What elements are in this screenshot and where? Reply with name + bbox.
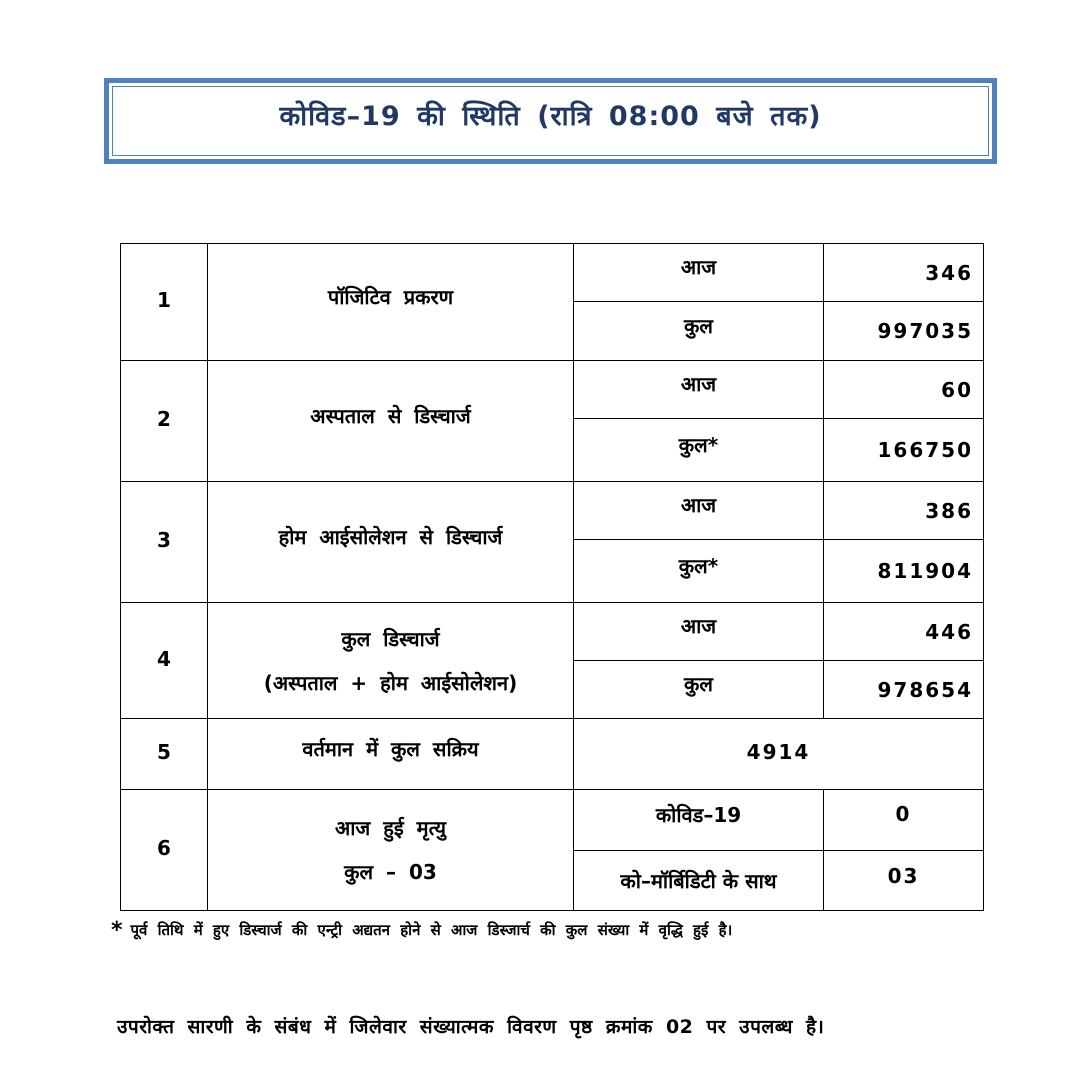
asterisk: *	[111, 918, 123, 943]
table-row	[121, 719, 984, 790]
total-value: 811904	[824, 540, 984, 603]
row-label: अस्पताल से डिस्चार्ज	[208, 361, 574, 482]
serial-number: 4	[121, 603, 208, 719]
footer-note: उपरोक्त सारणी के संबंध में जिलेवार संख्यात्मक विवरण पृष्ठ क्रमांक 02 पर उपलब्ध है।	[117, 1016, 825, 1038]
row-label-line2: कुल – 03	[344, 860, 437, 884]
total-label: कुल*	[574, 540, 824, 603]
row-label: वर्तमान में कुल सक्रिय	[208, 719, 574, 790]
total-value: 978654	[824, 661, 984, 719]
covid-status-table	[120, 243, 984, 911]
total-label: कुल	[574, 302, 824, 361]
row-label: होम आईसोलेशन से डिस्चार्ज	[208, 482, 574, 603]
serial-number: 3	[121, 482, 208, 603]
comorbidity-death-value: 03	[824, 851, 984, 911]
today-value: 60	[824, 361, 984, 419]
row-label-line1: कुल डिस्चार्ज	[341, 626, 440, 651]
table-row	[121, 482, 984, 540]
today-label: आज	[574, 361, 824, 419]
total-value: 166750	[824, 419, 984, 482]
row-label-line2: (अस्पताल + होम आईसोलेशन)	[263, 670, 518, 695]
active-cases-value: 4914	[574, 719, 984, 790]
table-row	[121, 361, 984, 419]
page-title: कोविड–19 की स्थिति (रात्रि 08:00 बजे तक)	[279, 100, 822, 132]
today-label: आज	[574, 244, 824, 302]
today-value: 446	[824, 603, 984, 661]
table-row	[121, 244, 984, 302]
title-inner-border	[112, 86, 989, 156]
today-value: 386	[824, 482, 984, 540]
total-value: 997035	[824, 302, 984, 361]
row-label	[208, 790, 574, 911]
row-label: पॉजिटिव प्रकरण	[208, 244, 574, 361]
total-label: कुल	[574, 661, 824, 719]
row-label	[208, 603, 574, 719]
table-row	[121, 790, 984, 851]
table-row	[121, 603, 984, 661]
serial-number: 1	[121, 244, 208, 361]
comorbidity-death-label: को–मॉर्बिडिटी के साथ	[574, 851, 824, 911]
serial-number: 2	[121, 361, 208, 482]
covid-death-label: कोविड–19	[574, 790, 824, 851]
covid-death-value: 0	[824, 790, 984, 851]
today-value: 346	[824, 244, 984, 302]
serial-number: 5	[121, 719, 208, 790]
today-label: आज	[574, 603, 824, 661]
footnote	[111, 918, 732, 943]
row-label-line1: आज हुई मृत्यु	[334, 816, 446, 840]
serial-number: 6	[121, 790, 208, 911]
footnote-text: पूर्व तिथि में हुए डिस्चार्ज की एन्ट्री अद्यतन होने से आज डिस्जार्च की कुल संख्या में वृद्धि हुई है।	[130, 921, 733, 939]
total-label: कुल*	[574, 419, 824, 482]
today-label: आज	[574, 482, 824, 540]
title-box	[104, 78, 997, 164]
